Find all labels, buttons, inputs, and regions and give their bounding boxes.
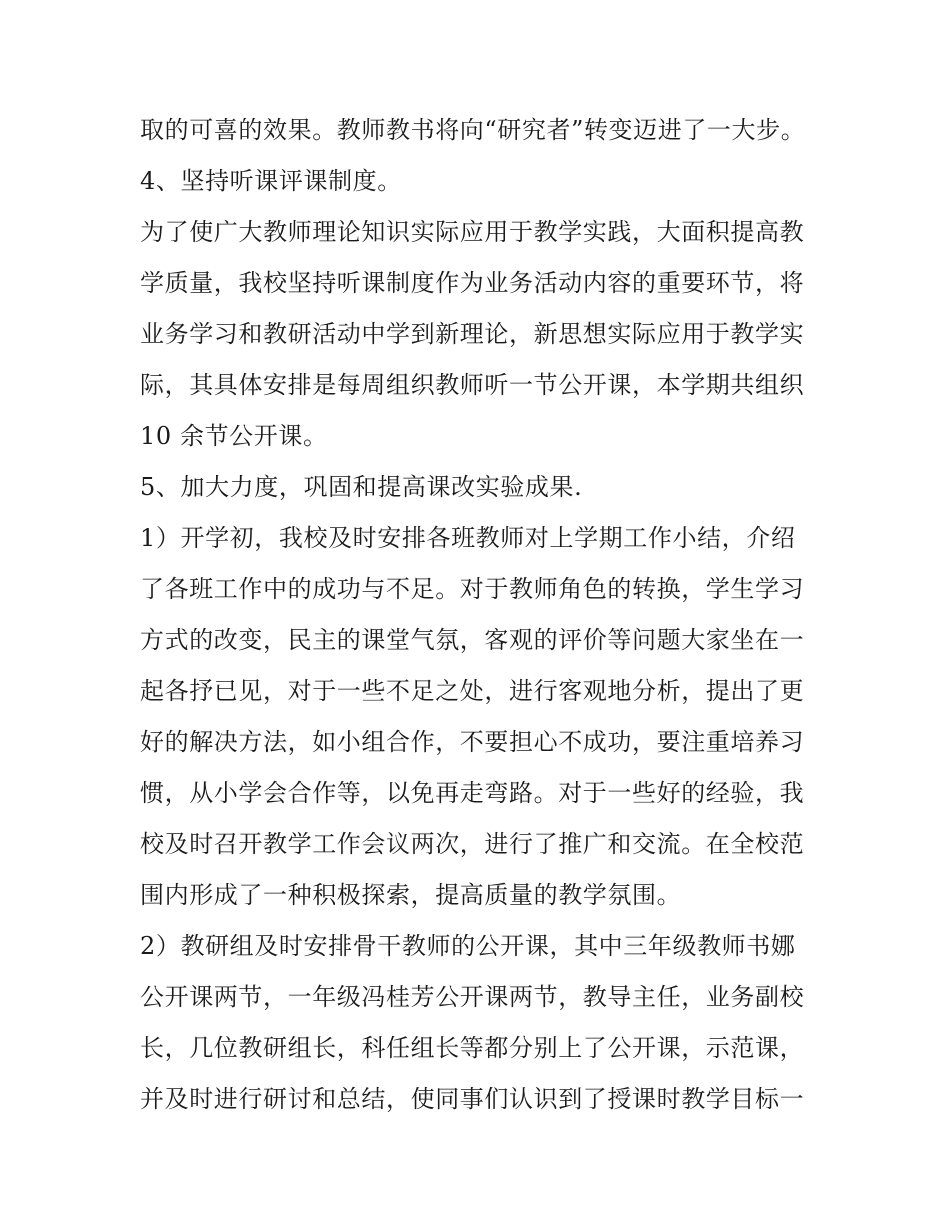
text-line: 为了使广大教师理论知识实际应用于教学实践，大面积提高教 (140, 218, 805, 246)
text-line: 方式的改变，民主的课堂气氛，客观的评价等问题大家坐在一 (140, 626, 805, 654)
text-line: 取的可喜的效果。教师教书将向“研究者”转变迈进了一大步。 (140, 116, 806, 144)
text-line: 2）教研组及时安排骨干教师的公开课，其中三年级教师书娜 (140, 932, 796, 960)
text-line: 起各抒已见，对于一些不足之处，进行客观地分析，提出了更 (140, 677, 805, 705)
text-line: 业务学习和教研活动中学到新理论，新思想实际应用于教学实 (140, 320, 805, 348)
text-line: 了各班工作中的成功与不足。对于教师角色的转换，学生学习 (140, 575, 805, 603)
text-line: 围内形成了一种积极探索，提高质量的教学氛围。 (140, 881, 682, 909)
text-line: 学质量，我校坚持听课制度作为业务活动内容的重要环节，将 (140, 269, 805, 297)
text-line: 惯，从小学会合作等，以免再走弯路。对于一些好的经验，我 (140, 779, 805, 807)
section-heading: 4、坚持听课评课制度。 (140, 167, 402, 195)
text-line: 际，其具体安排是每周组织教师听一节公开课，本学期共组织 (140, 371, 805, 399)
section-heading: 5、加大力度，巩固和提高课改实验成果. (140, 473, 583, 501)
text-line: 1）开学初，我校及时安排各班教师对上学期工作小结，介绍 (140, 524, 796, 552)
text-line: 10 余节公开课。 (140, 422, 328, 450)
text-line: 校及时召开教学工作会议两次，进行了推广和交流。在全校范 (140, 830, 805, 858)
text-line: 长，几位教研组长，科任组长等都分别上了公开课，示范课， (140, 1034, 805, 1062)
text-line: 好的解决方法，如小组合作，不要担心不成功，要注重培养习 (140, 728, 805, 756)
text-line: 并及时进行研讨和总结，使同事们认识到了授课时教学目标一 (140, 1085, 805, 1113)
text-line: 公开课两节，一年级冯桂芳公开课两节，教导主任，业务副校 (140, 983, 805, 1011)
